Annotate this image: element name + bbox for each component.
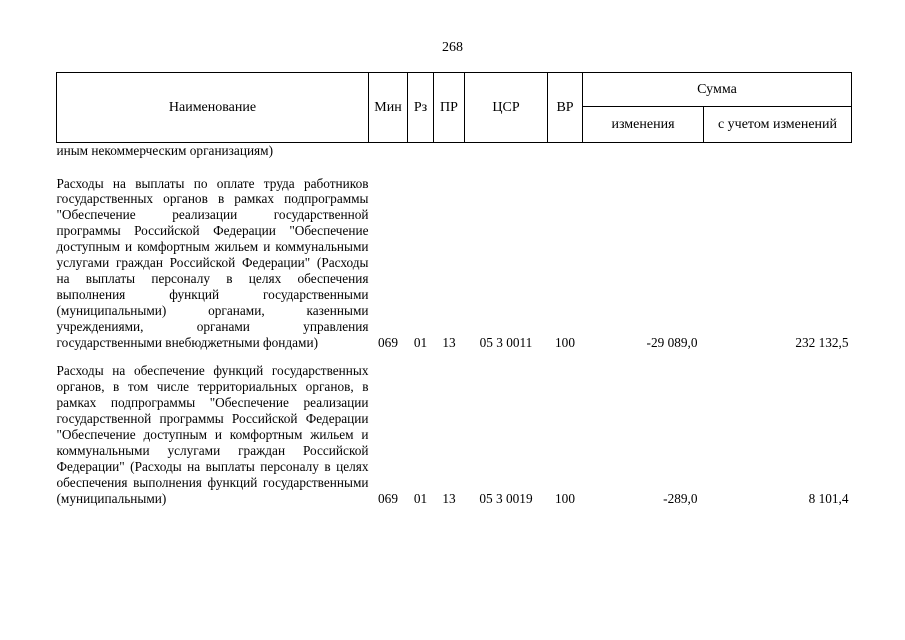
col-header-vr: ВР: [548, 73, 583, 143]
row-vr: [548, 143, 583, 160]
row-csr: 05 3 0019: [479, 490, 533, 506]
row-change: [583, 143, 704, 160]
row-vr: 100: [555, 490, 575, 506]
row-pr: [434, 143, 465, 160]
col-header-csr: ЦСР: [465, 73, 548, 143]
col-header-name: Наименование: [57, 73, 369, 143]
col-header-min: Мин: [369, 73, 408, 143]
header-row-top: [57, 73, 852, 107]
row-rz: [408, 143, 434, 160]
row-change: -29 089,0: [646, 334, 698, 350]
row-total: [704, 143, 852, 160]
col-header-sum: Сумма: [583, 73, 852, 107]
row-total: 232 132,5: [795, 334, 849, 350]
col-header-rz: Рз: [408, 73, 434, 143]
row-csr: 05 3 0011: [479, 334, 533, 350]
table-row: [57, 160, 852, 351]
row-total: 8 101,4: [808, 490, 849, 506]
row-pr: 13: [442, 334, 456, 350]
row-name: Расходы на обеспечение функций государственных органов, в том числе территориальных органов, в рамках подпрограммы "Обеспечение реализации государственной программы Российской Федерации "Обеспечение доступным и комфортным жильем и коммунальными услугами граждан Российской Федерации" (Расходы на выплаты персоналу в целях обеспечения выполнения функций государственными (муниципальными): [56, 363, 369, 506]
table-row: [57, 143, 852, 160]
col-header-pr: ПР: [434, 73, 465, 143]
row-min: 069: [378, 334, 398, 350]
row-name: иным некоммерческим организациям): [56, 143, 274, 158]
row-rz: 01: [413, 334, 428, 350]
row-rz: 01: [413, 490, 428, 506]
row-vr: 100: [555, 334, 575, 350]
budget-table: [56, 72, 852, 507]
row-change: -289,0: [663, 490, 698, 506]
row-min: 069: [378, 490, 398, 506]
row-pr: 13: [442, 490, 456, 506]
table-row: [57, 350, 852, 506]
col-header-with-change: с учетом изменений: [704, 107, 852, 143]
row-min: [369, 143, 408, 160]
row-csr: [465, 143, 548, 160]
col-header-change: изменения: [583, 107, 704, 143]
row-name: Расходы на выплаты по оплате труда работников государственных органов в рамках подпрограммы "Обеспечение реализации государственной программы Российской Федерации "Обеспечение доступным и комфортным жильем и коммунальными услугами граждан Российской Федерации" (Расходы на выплаты персоналу в целях обеспечения выполнения функций государственными (муниципальными) органами, казенными учреждениями, органами управления государственными внебюджетными фондами): [56, 175, 369, 350]
page-number: 268: [442, 40, 463, 55]
